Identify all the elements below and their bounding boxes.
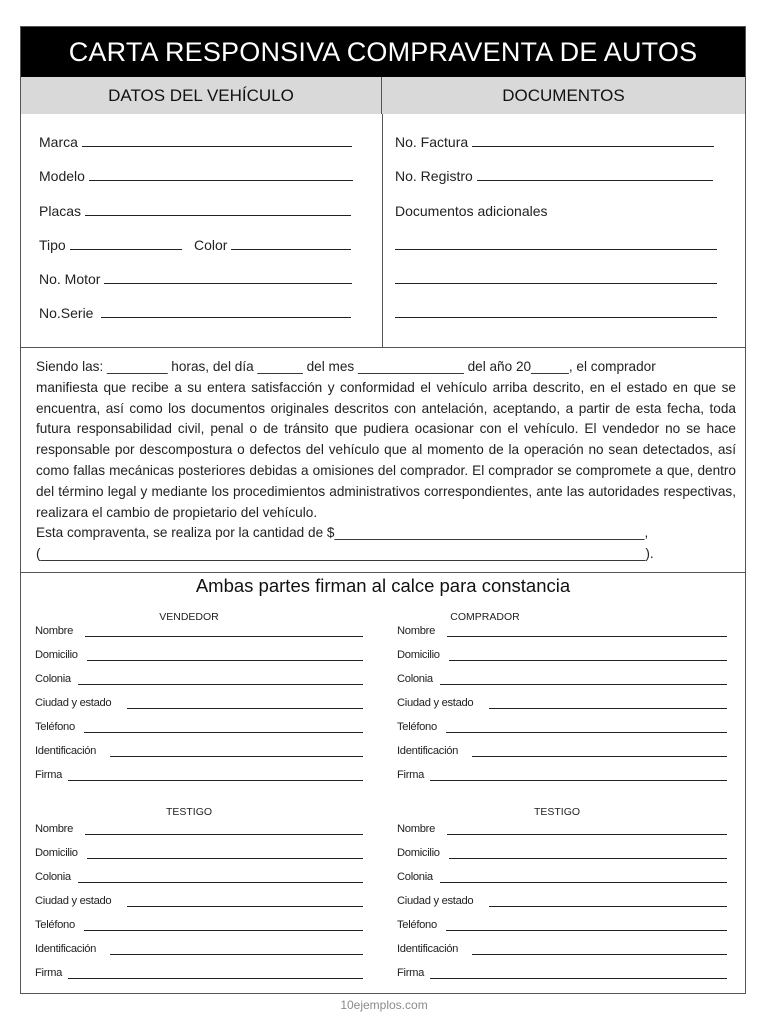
- comprador-ciudad-line[interactable]: [489, 697, 727, 709]
- comprador-telefono-field[interactable]: [397, 721, 727, 733]
- testigo-right-firma-label: Firma: [397, 967, 425, 979]
- testigo-left-ciudad-label: Ciudad y estado: [35, 895, 112, 907]
- testigo-left-firma-line[interactable]: [68, 967, 363, 979]
- statement-line-1: Siendo las: ________ horas, del día ______ del mes ______________ del año 20_____, el comprador: [36, 359, 656, 374]
- testigo-right-ciudad-line[interactable]: [489, 895, 727, 907]
- comprador-nombre-line[interactable]: [447, 625, 727, 637]
- field-modelo[interactable]: [39, 168, 353, 184]
- comprador-domicilio-label: Domicilio: [397, 649, 440, 661]
- field-motor-line[interactable]: [104, 272, 352, 284]
- testigo-left-telefono-label: Teléfono: [35, 919, 75, 931]
- vendedor-firma-line[interactable]: [68, 769, 363, 781]
- testigo-left-domicilio-label: Domicilio: [35, 847, 78, 859]
- testigo-left-ciudad-line[interactable]: [127, 895, 363, 907]
- comprador-nombre-label: Nombre: [397, 625, 435, 637]
- comprador-firma-field[interactable]: [397, 769, 727, 781]
- field-registro-line[interactable]: [477, 169, 713, 181]
- testigo-left-colonia-field[interactable]: [35, 871, 363, 883]
- field-placas-line[interactable]: [85, 204, 351, 216]
- comprador-identificacion-label: Identificación: [397, 745, 459, 757]
- testigo-right-telefono-line[interactable]: [446, 919, 727, 931]
- divider-1: [21, 347, 745, 348]
- testigo-left-firma-field[interactable]: [35, 967, 363, 979]
- statement-body: manifiesta que recibe a su entera satisfacción y conformidad el vehículo arriba descrito, en el estado en que se encuentra, así como los documentos originales descritos con antelación, aceptando, a partir de esta fecha, toda futura responsabilidad civil, penal o de tránsito que pudiera ocasionar con el vehículo. El vendedor no se hace responsable por descompostura o defectos del vehículo que al momento de la operación no sean detectados, así como fallas mecánicas posteriores debidas a omisiones del comprador. El comprador se compromete a que, dentro del término legal y mediante los procedimientos administrativos correspondientes, ante las autoridades respectivas, realizara el cambio de propietario del vehículo.: [36, 379, 736, 520]
- field-marca-line[interactable]: [82, 135, 352, 147]
- testigo-left-nombre-field[interactable]: [35, 823, 363, 835]
- field-factura-label: No. Factura: [395, 134, 469, 150]
- comprador-colonia-label: Colonia: [397, 673, 433, 685]
- vendedor-ciudad-label: Ciudad y estado: [35, 697, 112, 709]
- comprador-telefono-label: Teléfono: [397, 721, 437, 733]
- vendedor-identificacion-label: Identificación: [35, 745, 97, 757]
- vendedor-telefono-label: Teléfono: [35, 721, 75, 733]
- testigo-right-colonia-line[interactable]: [440, 871, 727, 883]
- testigo-left-domicilio-field[interactable]: [35, 847, 363, 859]
- testigo-left-firma-label: Firma: [35, 967, 63, 979]
- documentos-line-2[interactable]: [395, 271, 717, 287]
- field-tipo-line[interactable]: [70, 238, 182, 250]
- vendedor-identificacion-line[interactable]: [110, 745, 363, 757]
- comprador-firma-line[interactable]: [430, 769, 727, 781]
- testigo-right-domicilio-line[interactable]: [449, 847, 727, 859]
- testigo-right-colonia-label: Colonia: [397, 871, 433, 883]
- section-documents-heading: DOCUMENTOS: [382, 77, 745, 114]
- comprador-identificacion-field[interactable]: [397, 745, 727, 757]
- field-placas-label: Placas: [39, 203, 82, 219]
- comprador-identificacion-line[interactable]: [472, 745, 727, 757]
- testigo-right-domicilio-label: Domicilio: [397, 847, 440, 859]
- comprador-colonia-line[interactable]: [440, 673, 727, 685]
- testigo-right-nombre-label: Nombre: [397, 823, 435, 835]
- statement-amount: Esta compraventa, se realiza por la cantidad de $_________________________________________,: [36, 525, 649, 541]
- vendedor-colonia-label: Colonia: [35, 673, 71, 685]
- section-vehicle-heading: DATOS DEL VEHÍCULO: [21, 77, 382, 114]
- testigo-left-telefono-line[interactable]: [84, 919, 363, 931]
- testigo-right-nombre-line[interactable]: [447, 823, 727, 835]
- comprador-nombre-field[interactable]: [397, 625, 727, 637]
- comprador-domicilio-line[interactable]: [449, 649, 727, 661]
- comprador-firma-label: Firma: [397, 769, 425, 781]
- testigo-right-ciudad-field[interactable]: [397, 895, 727, 907]
- vendedor-nombre-line[interactable]: [85, 625, 363, 637]
- testigo-right-identificacion-line[interactable]: [472, 943, 727, 955]
- field-factura[interactable]: [395, 134, 714, 150]
- vendedor-domicilio-field[interactable]: [35, 649, 363, 661]
- documentos-line-3[interactable]: [395, 305, 717, 321]
- testigo-right-domicilio-field[interactable]: [397, 847, 727, 859]
- testigo-left-telefono-field[interactable]: [35, 919, 363, 931]
- field-modelo-label: Modelo: [39, 168, 85, 184]
- form-title: CARTA RESPONSIVA COMPRAVENTA DE AUTOS: [21, 27, 745, 77]
- testigo-left-identificacion-field[interactable]: [35, 943, 363, 955]
- field-marca-label: Marca: [39, 134, 78, 150]
- field-color[interactable]: [194, 237, 351, 253]
- comprador-telefono-line[interactable]: [446, 721, 727, 733]
- vendedor-telefono-line[interactable]: [84, 721, 363, 733]
- testigo-left-colonia-line[interactable]: [78, 871, 363, 883]
- vendedor-colonia-field[interactable]: [35, 673, 363, 685]
- vendedor-nombre-field[interactable]: [35, 625, 363, 637]
- field-registro[interactable]: [395, 168, 713, 184]
- field-marca[interactable]: [39, 134, 352, 150]
- testigo-left-identificacion-line[interactable]: [110, 943, 363, 955]
- testigo-left-ciudad-field[interactable]: [35, 895, 363, 907]
- comprador-domicilio-field[interactable]: [397, 649, 727, 661]
- vendedor-firma-field[interactable]: [35, 769, 363, 781]
- vendedor-heading: VENDEDOR: [159, 611, 219, 623]
- field-documentos-adicionales: Documentos adicionales: [395, 203, 548, 219]
- vendedor-identificacion-field[interactable]: [35, 745, 363, 757]
- testigo-left-heading: TESTIGO: [165, 806, 213, 818]
- testigo-right-telefono-field[interactable]: [397, 919, 727, 931]
- testigo-right-firma-line[interactable]: [430, 967, 727, 979]
- field-motor-label: No. Motor: [39, 271, 101, 287]
- vendedor-nombre-label: Nombre: [35, 625, 73, 637]
- vendedor-firma-label: Firma: [35, 769, 63, 781]
- field-registro-label: No. Registro: [395, 168, 473, 184]
- testigo-right-identificacion-field[interactable]: [397, 943, 727, 955]
- comprador-ciudad-field[interactable]: [397, 697, 727, 709]
- testigo-left-nombre-line[interactable]: [85, 823, 363, 835]
- vendedor-domicilio-line[interactable]: [87, 649, 363, 661]
- documentos-line-1[interactable]: [395, 237, 717, 253]
- testigo-right-ciudad-label: Ciudad y estado: [397, 895, 474, 907]
- testigo-right-firma-field[interactable]: [397, 967, 727, 979]
- footer-site: 10ejemplos.com: [340, 998, 428, 1012]
- field-color-label: Color: [194, 237, 228, 253]
- signatures-heading: Ambas partes firman al calce para constancia: [195, 575, 571, 596]
- vendedor-ciudad-field[interactable]: [35, 697, 363, 709]
- testigo-left-identificacion-label: Identificación: [35, 943, 97, 955]
- testigo-right-nombre-field[interactable]: [397, 823, 727, 835]
- comprador-heading: COMPRADOR: [450, 611, 520, 623]
- field-color-line[interactable]: [231, 238, 351, 250]
- vendedor-ciudad-line[interactable]: [127, 697, 363, 709]
- testigo-left-colonia-label: Colonia: [35, 871, 71, 883]
- vendedor-domicilio-label: Domicilio: [35, 649, 78, 661]
- testigo-right-colonia-field[interactable]: [397, 871, 727, 883]
- field-modelo-line[interactable]: [89, 169, 353, 181]
- vendedor-colonia-line[interactable]: [78, 673, 363, 685]
- testigo-right-identificacion-label: Identificación: [397, 943, 459, 955]
- field-tipo[interactable]: [39, 237, 182, 253]
- testigo-right-heading: TESTIGO: [533, 806, 581, 818]
- comprador-colonia-field[interactable]: [397, 673, 727, 685]
- divider-2: [21, 572, 745, 573]
- field-placas[interactable]: [39, 203, 351, 219]
- field-tipo-label: Tipo: [39, 237, 66, 253]
- field-serie-label: No.Serie: [39, 305, 94, 321]
- comprador-ciudad-label: Ciudad y estado: [397, 697, 474, 709]
- form-frame: [20, 26, 746, 994]
- field-factura-line[interactable]: [472, 135, 714, 147]
- vendedor-telefono-field[interactable]: [35, 721, 363, 733]
- field-motor[interactable]: [39, 271, 352, 287]
- testigo-left-domicilio-line[interactable]: [87, 847, 363, 859]
- statement-paragraph: [36, 357, 736, 565]
- testigo-right-telefono-label: Teléfono: [397, 919, 437, 931]
- statement-amount-words: (________________________________________________________________________________).: [36, 546, 654, 562]
- testigo-left-nombre-label: Nombre: [35, 823, 73, 835]
- field-serie-line[interactable]: [101, 306, 351, 318]
- column-divider: [382, 114, 383, 347]
- field-serie[interactable]: [39, 305, 351, 321]
